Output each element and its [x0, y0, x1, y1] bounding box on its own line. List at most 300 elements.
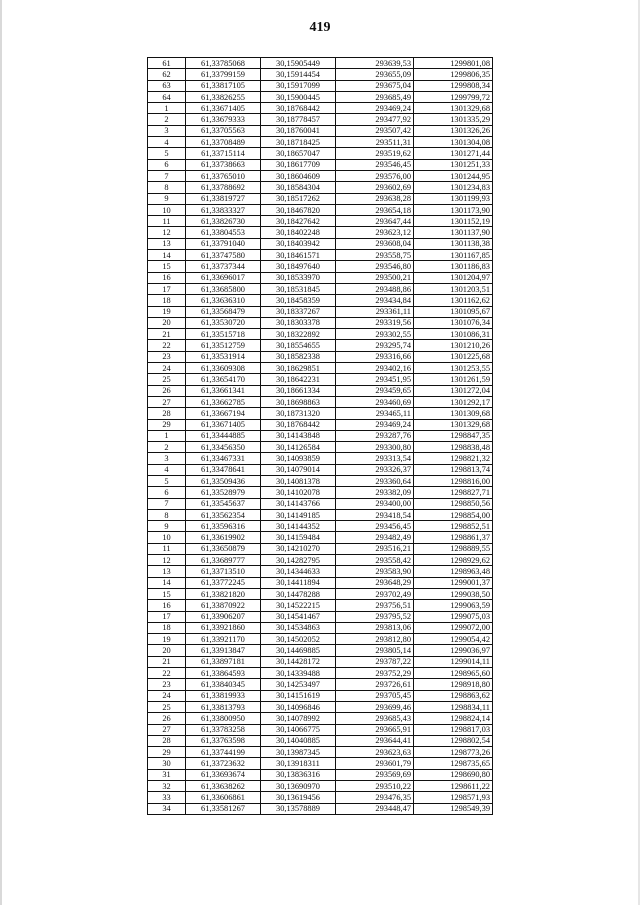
x-coordinate-cell: 293469,24	[336, 419, 414, 430]
x-coordinate-cell: 293699,46	[336, 701, 414, 712]
coordinates-table-body	[148, 58, 493, 815]
point-number-cell: 4	[148, 137, 186, 148]
latitude-cell: 61,33819933	[186, 690, 261, 701]
y-coordinate-cell: 1299038,50	[414, 588, 493, 599]
x-coordinate-cell: 293812,80	[336, 634, 414, 645]
x-coordinate-cell: 293675,04	[336, 80, 414, 91]
y-coordinate-cell: 1298827,71	[414, 487, 493, 498]
x-coordinate-cell: 293402,16	[336, 363, 414, 374]
longitude-cell: 30,18760041	[261, 125, 336, 136]
y-coordinate-cell: 1301329,68	[414, 419, 493, 430]
y-coordinate-cell: 1298861,37	[414, 532, 493, 543]
point-number-cell: 13	[148, 566, 186, 577]
table-row	[148, 261, 493, 272]
latitude-cell: 61,33785068	[186, 58, 261, 69]
x-coordinate-cell: 293519,62	[336, 148, 414, 159]
longitude-cell: 30,14143848	[261, 430, 336, 441]
x-coordinate-cell: 293382,09	[336, 487, 414, 498]
x-coordinate-cell: 293647,44	[336, 216, 414, 227]
longitude-cell: 30,14344633	[261, 566, 336, 577]
point-number-cell: 31	[148, 769, 186, 780]
y-coordinate-cell: 1298773,26	[414, 747, 493, 758]
longitude-cell: 30,14078992	[261, 713, 336, 724]
longitude-cell: 30,13836316	[261, 769, 336, 780]
latitude-cell: 61,33444885	[186, 430, 261, 441]
longitude-cell: 30,13987345	[261, 747, 336, 758]
x-coordinate-cell: 293805,14	[336, 645, 414, 656]
x-coordinate-cell: 293482,49	[336, 532, 414, 543]
y-coordinate-cell: 1298963,48	[414, 566, 493, 577]
y-coordinate-cell: 1301095,67	[414, 306, 493, 317]
longitude-cell: 30,18604609	[261, 170, 336, 181]
table-row	[148, 58, 493, 69]
point-number-cell: 29	[148, 747, 186, 758]
y-coordinate-cell: 1298816,00	[414, 475, 493, 486]
latitude-cell: 61,33568479	[186, 306, 261, 317]
table-row	[148, 442, 493, 453]
table-row	[148, 792, 493, 803]
latitude-cell: 61,33737344	[186, 261, 261, 272]
point-number-cell: 6	[148, 159, 186, 170]
longitude-cell: 30,18582338	[261, 351, 336, 362]
longitude-cell: 30,15917099	[261, 80, 336, 91]
table-row	[148, 137, 493, 148]
longitude-cell: 30,18303378	[261, 317, 336, 328]
table-row	[148, 340, 493, 351]
longitude-cell: 30,18497640	[261, 261, 336, 272]
latitude-cell: 61,33921170	[186, 634, 261, 645]
table-row	[148, 125, 493, 136]
y-coordinate-cell: 1301204,97	[414, 272, 493, 283]
y-coordinate-cell: 1298611,22	[414, 781, 493, 792]
table-row	[148, 464, 493, 475]
latitude-cell: 61,33747580	[186, 250, 261, 261]
latitude-cell: 61,33650879	[186, 543, 261, 554]
point-number-cell: 1	[148, 430, 186, 441]
table-row	[148, 498, 493, 509]
table-row	[148, 396, 493, 407]
longitude-cell: 30,18657047	[261, 148, 336, 159]
latitude-cell: 61,33817105	[186, 80, 261, 91]
y-coordinate-cell: 1298549,39	[414, 803, 493, 814]
x-coordinate-cell: 293448,47	[336, 803, 414, 814]
y-coordinate-cell: 1298802,54	[414, 735, 493, 746]
latitude-cell: 61,33667194	[186, 408, 261, 419]
longitude-cell: 30,18554655	[261, 340, 336, 351]
longitude-cell: 30,18427642	[261, 216, 336, 227]
point-number-cell: 10	[148, 204, 186, 215]
point-number-cell: 28	[148, 735, 186, 746]
latitude-cell: 61,33609308	[186, 363, 261, 374]
table-row	[148, 668, 493, 679]
x-coordinate-cell: 293601,79	[336, 758, 414, 769]
point-number-cell: 24	[148, 690, 186, 701]
point-number-cell: 13	[148, 238, 186, 249]
x-coordinate-cell: 293685,49	[336, 91, 414, 102]
longitude-cell: 30,18467820	[261, 204, 336, 215]
latitude-cell: 61,33467331	[186, 453, 261, 464]
latitude-cell: 61,33921860	[186, 622, 261, 633]
longitude-cell: 30,14159484	[261, 532, 336, 543]
longitude-cell: 30,14151619	[261, 690, 336, 701]
latitude-cell: 61,33765010	[186, 170, 261, 181]
latitude-cell: 61,33636310	[186, 295, 261, 306]
longitude-cell: 30,14541467	[261, 611, 336, 622]
point-number-cell: 30	[148, 758, 186, 769]
longitude-cell: 30,14081378	[261, 475, 336, 486]
longitude-cell: 30,14126584	[261, 442, 336, 453]
latitude-cell: 61,33545637	[186, 498, 261, 509]
point-number-cell: 5	[148, 475, 186, 486]
latitude-cell: 61,33826255	[186, 91, 261, 102]
latitude-cell: 61,33813793	[186, 701, 261, 712]
point-number-cell: 22	[148, 340, 186, 351]
x-coordinate-cell: 293360,64	[336, 475, 414, 486]
x-coordinate-cell: 293665,91	[336, 724, 414, 735]
y-coordinate-cell: 1301167,85	[414, 250, 493, 261]
x-coordinate-cell: 293546,80	[336, 261, 414, 272]
x-coordinate-cell: 293623,63	[336, 747, 414, 758]
table-row	[148, 148, 493, 159]
y-coordinate-cell: 1298847,35	[414, 430, 493, 441]
point-number-cell: 10	[148, 532, 186, 543]
table-row	[148, 306, 493, 317]
table-row	[148, 679, 493, 690]
table-row	[148, 487, 493, 498]
latitude-cell: 61,33689777	[186, 555, 261, 566]
x-coordinate-cell: 293795,52	[336, 611, 414, 622]
point-number-cell: 3	[148, 125, 186, 136]
latitude-cell: 61,33821820	[186, 588, 261, 599]
latitude-cell: 61,33562354	[186, 509, 261, 520]
x-coordinate-cell: 293516,21	[336, 543, 414, 554]
longitude-cell: 30,14522215	[261, 600, 336, 611]
point-number-cell: 3	[148, 453, 186, 464]
table-row	[148, 250, 493, 261]
table-row	[148, 611, 493, 622]
y-coordinate-cell: 1301244,95	[414, 170, 493, 181]
longitude-cell: 30,14469885	[261, 645, 336, 656]
latitude-cell: 61,33531914	[186, 351, 261, 362]
point-number-cell: 12	[148, 555, 186, 566]
y-coordinate-cell: 1301326,26	[414, 125, 493, 136]
y-coordinate-cell: 1298824,14	[414, 713, 493, 724]
table-row	[148, 374, 493, 385]
x-coordinate-cell: 293558,75	[336, 250, 414, 261]
point-number-cell: 20	[148, 645, 186, 656]
x-coordinate-cell: 293418,54	[336, 509, 414, 520]
table-row	[148, 295, 493, 306]
longitude-cell: 30,14428172	[261, 656, 336, 667]
x-coordinate-cell: 293546,45	[336, 159, 414, 170]
longitude-cell: 30,14210270	[261, 543, 336, 554]
point-number-cell: 11	[148, 216, 186, 227]
y-coordinate-cell: 1301199,93	[414, 193, 493, 204]
coordinates-table	[147, 57, 493, 815]
y-coordinate-cell: 1298965,60	[414, 668, 493, 679]
point-number-cell: 22	[148, 668, 186, 679]
table-row	[148, 91, 493, 102]
y-coordinate-cell: 1299806,35	[414, 69, 493, 80]
longitude-cell: 30,14093859	[261, 453, 336, 464]
x-coordinate-cell: 293500,21	[336, 272, 414, 283]
point-number-cell: 7	[148, 498, 186, 509]
longitude-cell: 30,18629851	[261, 363, 336, 374]
longitude-cell: 30,18731320	[261, 408, 336, 419]
point-number-cell: 6	[148, 487, 186, 498]
y-coordinate-cell: 1299001,37	[414, 577, 493, 588]
y-coordinate-cell: 1298929,62	[414, 555, 493, 566]
point-number-cell: 23	[148, 351, 186, 362]
table-row	[148, 430, 493, 441]
scan-edge-left	[0, 0, 2, 905]
x-coordinate-cell: 293313,54	[336, 453, 414, 464]
x-coordinate-cell: 293469,24	[336, 103, 414, 114]
y-coordinate-cell: 1301076,34	[414, 317, 493, 328]
latitude-cell: 61,33606861	[186, 792, 261, 803]
latitude-cell: 61,33619902	[186, 532, 261, 543]
y-coordinate-cell: 1298735,65	[414, 758, 493, 769]
y-coordinate-cell: 1299072,00	[414, 622, 493, 633]
longitude-cell: 30,14079014	[261, 464, 336, 475]
point-number-cell: 5	[148, 148, 186, 159]
point-number-cell: 17	[148, 283, 186, 294]
longitude-cell: 30,14502052	[261, 634, 336, 645]
y-coordinate-cell: 1299063,59	[414, 600, 493, 611]
x-coordinate-cell: 293287,76	[336, 430, 414, 441]
latitude-cell: 61,33708489	[186, 137, 261, 148]
table-row	[148, 566, 493, 577]
point-number-cell: 23	[148, 679, 186, 690]
x-coordinate-cell: 293507,42	[336, 125, 414, 136]
y-coordinate-cell: 1301292,17	[414, 396, 493, 407]
x-coordinate-cell: 293813,06	[336, 622, 414, 633]
point-number-cell: 19	[148, 634, 186, 645]
table-row	[148, 317, 493, 328]
y-coordinate-cell: 1301210,26	[414, 340, 493, 351]
y-coordinate-cell: 1298838,48	[414, 442, 493, 453]
longitude-cell: 30,14534863	[261, 622, 336, 633]
point-number-cell: 26	[148, 385, 186, 396]
x-coordinate-cell: 293702,49	[336, 588, 414, 599]
latitude-cell: 61,33840345	[186, 679, 261, 690]
longitude-cell: 30,18517262	[261, 193, 336, 204]
x-coordinate-cell: 293451,95	[336, 374, 414, 385]
table-row	[148, 724, 493, 735]
latitude-cell: 61,33826730	[186, 216, 261, 227]
point-number-cell: 18	[148, 295, 186, 306]
point-number-cell: 24	[148, 363, 186, 374]
latitude-cell: 61,33671405	[186, 103, 261, 114]
point-number-cell: 25	[148, 374, 186, 385]
point-number-cell: 61	[148, 58, 186, 69]
latitude-cell: 61,33819727	[186, 193, 261, 204]
latitude-cell: 61,33833327	[186, 204, 261, 215]
y-coordinate-cell: 1298889,55	[414, 543, 493, 554]
latitude-cell: 61,33512759	[186, 340, 261, 351]
y-coordinate-cell: 1298852,51	[414, 521, 493, 532]
x-coordinate-cell: 293319,56	[336, 317, 414, 328]
longitude-cell: 30,18337267	[261, 306, 336, 317]
latitude-cell: 61,33596316	[186, 521, 261, 532]
x-coordinate-cell: 293295,74	[336, 340, 414, 351]
y-coordinate-cell: 1301329,68	[414, 103, 493, 114]
point-number-cell: 4	[148, 464, 186, 475]
point-number-cell: 11	[148, 543, 186, 554]
longitude-cell: 30,13619456	[261, 792, 336, 803]
longitude-cell: 30,14478288	[261, 588, 336, 599]
table-row	[148, 80, 493, 91]
point-number-cell: 19	[148, 306, 186, 317]
y-coordinate-cell: 1298690,80	[414, 769, 493, 780]
y-coordinate-cell: 1301309,68	[414, 408, 493, 419]
point-number-cell: 9	[148, 193, 186, 204]
latitude-cell: 61,33662785	[186, 396, 261, 407]
y-coordinate-cell: 1298854,00	[414, 509, 493, 520]
longitude-cell: 30,14411894	[261, 577, 336, 588]
x-coordinate-cell: 293569,69	[336, 769, 414, 780]
x-coordinate-cell: 293583,90	[336, 566, 414, 577]
longitude-cell: 30,18402248	[261, 227, 336, 238]
table-row	[148, 735, 493, 746]
latitude-cell: 61,33685800	[186, 283, 261, 294]
longitude-cell: 30,18458359	[261, 295, 336, 306]
y-coordinate-cell: 1298817,03	[414, 724, 493, 735]
x-coordinate-cell: 293400,00	[336, 498, 414, 509]
x-coordinate-cell: 293602,69	[336, 182, 414, 193]
table-row	[148, 769, 493, 780]
point-number-cell: 1	[148, 103, 186, 114]
point-number-cell: 14	[148, 250, 186, 261]
latitude-cell: 61,33744199	[186, 747, 261, 758]
longitude-cell: 30,18768442	[261, 103, 336, 114]
y-coordinate-cell: 1298863,62	[414, 690, 493, 701]
longitude-cell: 30,14096846	[261, 701, 336, 712]
point-number-cell: 2	[148, 442, 186, 453]
y-coordinate-cell: 1301225,68	[414, 351, 493, 362]
point-number-cell: 16	[148, 600, 186, 611]
longitude-cell: 30,13578889	[261, 803, 336, 814]
point-number-cell: 16	[148, 272, 186, 283]
longitude-cell: 30,15914454	[261, 69, 336, 80]
table-row	[148, 543, 493, 554]
y-coordinate-cell: 1301162,62	[414, 295, 493, 306]
y-coordinate-cell: 1301152,19	[414, 216, 493, 227]
table-row	[148, 475, 493, 486]
point-number-cell: 25	[148, 701, 186, 712]
latitude-cell: 61,33671405	[186, 419, 261, 430]
table-row	[148, 170, 493, 181]
longitude-cell: 30,14339488	[261, 668, 336, 679]
y-coordinate-cell: 1298571,93	[414, 792, 493, 803]
longitude-cell: 30,18322892	[261, 329, 336, 340]
y-coordinate-cell: 1301271,44	[414, 148, 493, 159]
x-coordinate-cell: 293726,61	[336, 679, 414, 690]
latitude-cell: 61,33738663	[186, 159, 261, 170]
longitude-cell: 30,18778457	[261, 114, 336, 125]
x-coordinate-cell: 293361,11	[336, 306, 414, 317]
table-row	[148, 283, 493, 294]
latitude-cell: 61,33661341	[186, 385, 261, 396]
table-row	[148, 634, 493, 645]
table-row	[148, 193, 493, 204]
point-number-cell: 27	[148, 724, 186, 735]
longitude-cell: 30,14066775	[261, 724, 336, 735]
x-coordinate-cell: 293477,92	[336, 114, 414, 125]
table-row	[148, 329, 493, 340]
x-coordinate-cell: 293655,09	[336, 69, 414, 80]
y-coordinate-cell: 1299801,08	[414, 58, 493, 69]
point-number-cell: 64	[148, 91, 186, 102]
longitude-cell: 30,18768442	[261, 419, 336, 430]
longitude-cell: 30,14143766	[261, 498, 336, 509]
x-coordinate-cell: 293558,42	[336, 555, 414, 566]
y-coordinate-cell: 1299054,42	[414, 634, 493, 645]
y-coordinate-cell: 1301186,83	[414, 261, 493, 272]
y-coordinate-cell: 1298850,56	[414, 498, 493, 509]
x-coordinate-cell: 293685,43	[336, 713, 414, 724]
latitude-cell: 61,33654170	[186, 374, 261, 385]
y-coordinate-cell: 1301137,90	[414, 227, 493, 238]
point-number-cell: 34	[148, 803, 186, 814]
x-coordinate-cell: 293752,29	[336, 668, 414, 679]
y-coordinate-cell: 1301251,33	[414, 159, 493, 170]
longitude-cell: 30,13690970	[261, 781, 336, 792]
latitude-cell: 61,33679333	[186, 114, 261, 125]
x-coordinate-cell: 293434,84	[336, 295, 414, 306]
latitude-cell: 61,33528979	[186, 487, 261, 498]
point-number-cell: 14	[148, 577, 186, 588]
latitude-cell: 61,33791040	[186, 238, 261, 249]
table-row	[148, 103, 493, 114]
point-number-cell: 29	[148, 419, 186, 430]
table-row	[148, 758, 493, 769]
table-row	[148, 204, 493, 215]
table-row	[148, 781, 493, 792]
table-row	[148, 363, 493, 374]
latitude-cell: 61,33870922	[186, 600, 261, 611]
x-coordinate-cell: 293460,69	[336, 396, 414, 407]
y-coordinate-cell: 1299036,97	[414, 645, 493, 656]
y-coordinate-cell: 1301138,38	[414, 238, 493, 249]
point-number-cell: 9	[148, 521, 186, 532]
point-number-cell: 18	[148, 622, 186, 633]
y-coordinate-cell: 1301086,31	[414, 329, 493, 340]
point-number-cell: 8	[148, 509, 186, 520]
x-coordinate-cell: 293638,28	[336, 193, 414, 204]
latitude-cell: 61,33530720	[186, 317, 261, 328]
latitude-cell: 61,33804553	[186, 227, 261, 238]
point-number-cell: 2	[148, 114, 186, 125]
table-row	[148, 509, 493, 520]
point-number-cell: 62	[148, 69, 186, 80]
table-row	[148, 701, 493, 712]
x-coordinate-cell: 293326,37	[336, 464, 414, 475]
x-coordinate-cell: 293459,65	[336, 385, 414, 396]
y-coordinate-cell: 1301261,59	[414, 374, 493, 385]
x-coordinate-cell: 293576,00	[336, 170, 414, 181]
y-coordinate-cell: 1301335,29	[414, 114, 493, 125]
point-number-cell: 17	[148, 611, 186, 622]
y-coordinate-cell: 1301272,04	[414, 385, 493, 396]
point-number-cell: 27	[148, 396, 186, 407]
longitude-cell: 30,14253497	[261, 679, 336, 690]
x-coordinate-cell: 293511,31	[336, 137, 414, 148]
latitude-cell: 61,33638262	[186, 781, 261, 792]
table-row	[148, 577, 493, 588]
table-row	[148, 351, 493, 362]
longitude-cell: 30,18584304	[261, 182, 336, 193]
